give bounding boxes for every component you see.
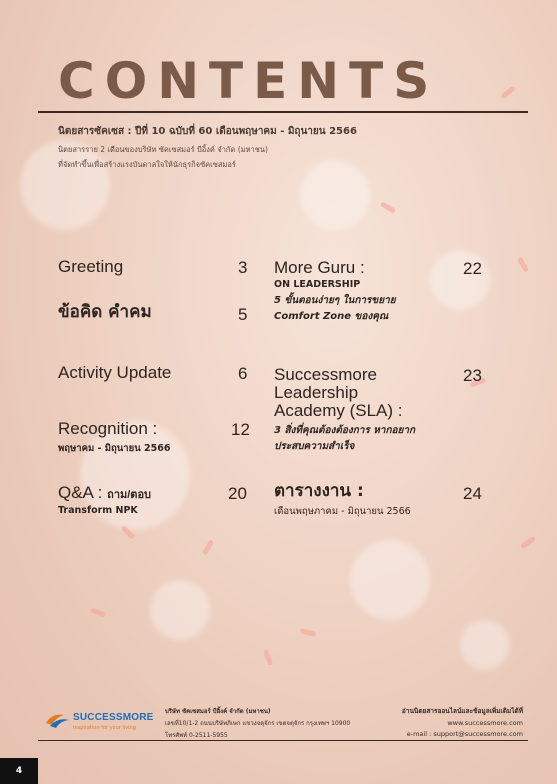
toc-subtitle: พฤษาคม - มิถุนายน 2566 <box>58 442 171 454</box>
toc-subtitle: เดือนพฤษภาคม - มิถุนายน 2566 <box>274 505 411 517</box>
toc-title: ตารางงาน : <box>274 481 364 501</box>
toc-subtitle-2: ประสบความสำเร็จ <box>274 441 355 453</box>
successmore-logo-icon <box>44 711 70 729</box>
toc-entry-recognition[interactable] <box>58 420 170 456</box>
title-divider <box>38 111 528 113</box>
brand-tagline: Inspiration for your living <box>73 725 136 731</box>
successmore-logo <box>44 709 159 735</box>
company-name: บริษัท ซัคเซสมอร์ บีอิ้งค์ จำกัด (มหาชน) <box>165 708 271 715</box>
toc-subtitle: ON LEADERSHIP <box>274 278 361 290</box>
footer-divider <box>38 740 528 741</box>
toc-page: 22 <box>463 259 482 278</box>
issue-line-1: นิตยสารซัคเซส : ปีที่ 10 ฉบับที่ 60 เดือนพฤษาคม - มิถุนายน 2566 <box>58 126 357 137</box>
toc-page: 5 <box>238 305 248 324</box>
toc-title-th: ถาม/ตอบ <box>107 489 152 501</box>
page-title: CONTENTS <box>58 52 440 110</box>
toc-entry-sla[interactable] <box>274 366 464 455</box>
toc-page: 12 <box>231 420 250 439</box>
toc-page: 6 <box>238 364 248 383</box>
toc-title: Activity Update <box>58 363 172 382</box>
toc-page: 23 <box>463 366 482 385</box>
toc-title-line-1: Successmore <box>274 365 377 384</box>
page-number: 4 <box>0 758 38 784</box>
toc-title: Recognition : <box>58 419 158 438</box>
toc-subtitle: Transform NPK <box>58 504 138 516</box>
toc-subtitle: 3 สิ่งที่คุณต้องต้องการ หากอยาก <box>274 424 416 436</box>
toc-page: 3 <box>238 258 248 277</box>
online-note: อ่านนิตยสารออนไลน์และข้อมูลเพิ่มเติมได้ที่ <box>401 707 523 715</box>
toc-title: More Guru : <box>274 258 365 277</box>
issue-line-2: นิตยสารราย 2 เดือนของบริษัท ซัคเซสมอร์ บีอิ้งค์ จำกัด (มหาชน) <box>58 145 268 154</box>
toc-entry-schedule[interactable] <box>274 483 474 519</box>
contact-info <box>323 706 523 741</box>
brand-name: SUCCESSMORE <box>73 712 154 723</box>
toc-title-line-3: Academy (SLA) : <box>274 400 403 420</box>
toc-page: 24 <box>463 484 482 503</box>
website-link[interactable]: www.successmore.com <box>447 719 523 727</box>
toc-title-en: Q&A : <box>58 483 103 502</box>
toc-title <box>58 484 151 502</box>
toc-title: ข้อคิด คำคม <box>58 302 152 322</box>
toc-title-line-2: Leadership <box>274 382 359 402</box>
toc-title: Greeting <box>58 257 124 276</box>
issue-line-3: ที่จัดทำขึ้นเพื่อสร้างแรงบันดาลใจให้นักธุรกิจซัคเซสมอร์ <box>58 160 236 169</box>
company-address: เลขที่10/1-2 ถนนบริษัทภิเษก แขวงจตุจักร เขตจตุจักร กรุงเทพฯ 10900 <box>165 720 351 727</box>
toc-subtitle-3: Comfort Zone ของคุณ <box>274 311 389 323</box>
email-link[interactable]: e-mail : support@successmore.com <box>406 730 523 738</box>
toc-page: 20 <box>228 484 247 503</box>
toc-entry-more-guru[interactable] <box>274 259 474 325</box>
toc-subtitle-2: 5 ขั้นตอนง่ายๆ ในการขยาย <box>274 294 396 306</box>
toc-entry-greeting[interactable] <box>58 258 123 276</box>
toc-entry-qa[interactable] <box>58 484 151 518</box>
company-phone: โทรศัพท์ 0-2511-5955 <box>165 732 228 739</box>
issue-info <box>58 124 518 174</box>
toc-entry-activity-update[interactable] <box>58 364 171 382</box>
toc-entry-quotes[interactable] <box>58 304 152 322</box>
